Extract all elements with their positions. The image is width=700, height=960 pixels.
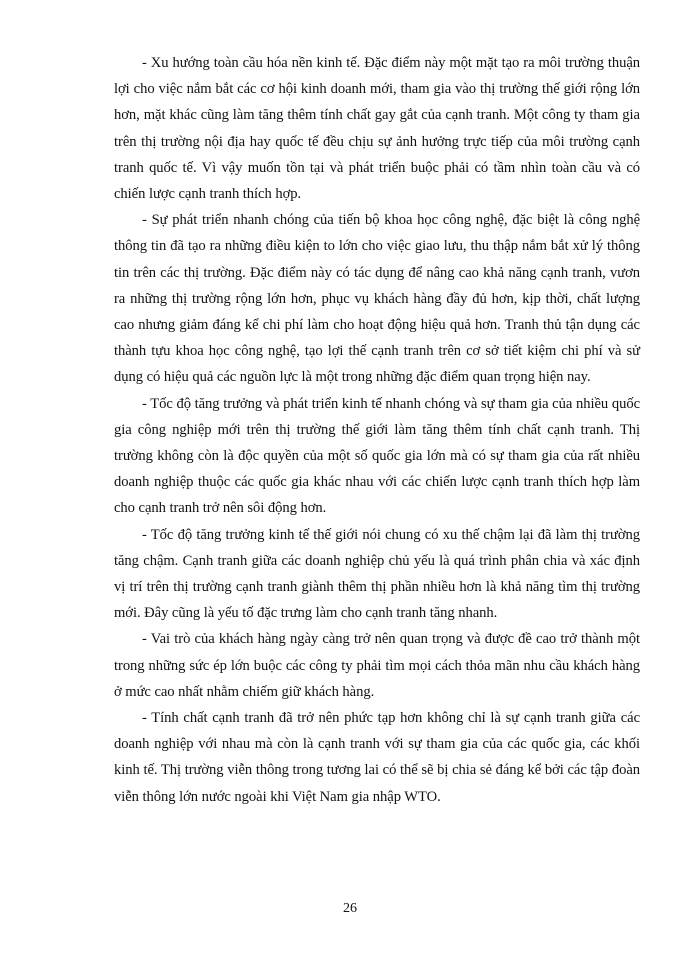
page-number: 26: [343, 901, 357, 916]
paragraph-technology: - Sự phát triển nhanh chóng của tiến bộ khoa học công nghệ, đặc biệt là công nghệ thông tin đã tạo ra những điều kiện to lớn cho việc giao lưu, thu thập nắm bắt xử lý thông tin trên các thị trường. Đặc điểm này có tác dụng để nâng cao khả năng cạnh tranh, vươn ra những thị trường rộng lớn hơn, phục vụ khách hàng đầy đủ hơn, kịp thời, chất lượng cao nhưng giảm đáng kể chi phí làm cho hoạt động hiệu quả hơn. Tranh thủ tận dụng các thành tựu khoa học công nghệ, tạo lợi thế cạnh tranh trên cơ sở tiết kiệm chi phí và sử dụng có hiệu quả các nguồn lực là một trong những đặc điểm quan trọng hiện nay.: [114, 212, 640, 386]
paragraph-customer-role: - Vai trò của khách hàng ngày càng trở nên quan trọng và được đề cao trở thành một trong những sức ép lớn buộc các công ty phải tìm mọi cách thỏa mãn nhu cầu khách hàng ở mức cao nhất nhằm chiếm giữ khách hàng.: [114, 631, 640, 700]
paragraph-complex-competition: - Tính chất cạnh tranh đã trở nên phức tạp hơn không chỉ là sự cạnh tranh giữa các doanh nghiệp với nhau mà còn là cạnh tranh với sự tham gia của các quốc gia, các khối kinh tế. Thị trường viễn thông trong tương lai có thể sẽ bị chia sẻ đáng kể bởi các tập đoàn viễn thông lớn nước ngoài khi Việt Nam gia nhập WTO.: [114, 710, 640, 805]
paragraph-globalization: - Xu hướng toàn cầu hóa nền kinh tế. Đặc điểm này một mặt tạo ra môi trường thuận lợi cho việc nắm bắt các cơ hội kinh doanh mới, tham gia vào thị trường thế giới rộng lớn hơn, mặt khác cũng làm tăng thêm tính chất gay gắt của cạnh tranh. Một công ty tham gia trên thị trường nội địa hay quốc tế đều chịu sự ảnh hưởng trực tiếp của môi trường cạnh tranh quốc tế. Vì vậy muốn tồn tại và phát triển buộc phải có tầm nhìn toàn cầu và có chiến lược cạnh tranh thích hợp.: [114, 55, 640, 203]
body-text: [114, 50, 640, 810]
paragraph-growth-new-countries: - Tốc độ tăng trưởng và phát triển kinh tế nhanh chóng và sự tham gia của nhiều quốc gia công nghiệp mới trên thị trường thế giới làm tăng thêm tính chất cạnh tranh. Thị trường không còn là độc quyền của một số quốc gia lớn mà có sự tham gia của rất nhiều doanh nghiệp thuộc các quốc gia khác nhau với các chiến lược cạnh tranh thích hợp làm cho cạnh tranh trở nên sôi động hơn.: [114, 395, 640, 517]
paragraph-slow-growth: - Tốc độ tăng trưởng kinh tế thế giới nói chung có xu thế chậm lại đã làm thị trường tăng chậm. Cạnh tranh giữa các doanh nghiệp chủ yếu là quá trình phân chia và xác định vị trí trên thị trường cạnh tranh giành thêm thị phần nhiều hơn là khả năng tìm thị trường mới. Đây cũng là yếu tố đặc trưng làm cho cạnh tranh tăng nhanh.: [114, 526, 640, 622]
